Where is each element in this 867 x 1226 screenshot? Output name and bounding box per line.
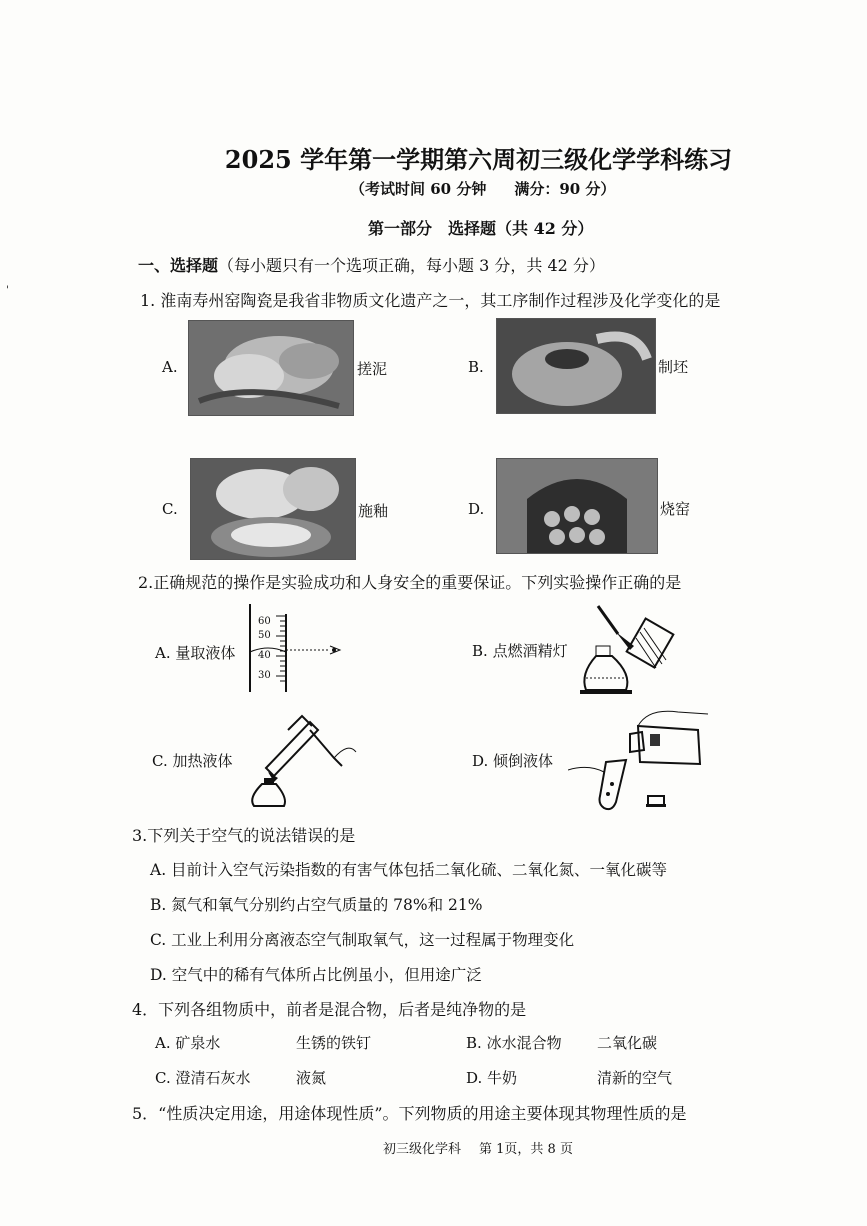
q2-option-a-label: 量取液体 bbox=[175, 644, 236, 662]
tick-30: 30 bbox=[258, 670, 271, 681]
q3-option-b[interactable]: B. 氮气和氧气分别约占空气质量的 78%和 21% bbox=[150, 896, 483, 914]
q3-option-a[interactable]: A. 目前计入空气污染指数的有害气体包括二氧化硫、二氧化氮、一氧化碳等 bbox=[150, 861, 668, 879]
exam-time: （考试时间 60 分钟 bbox=[350, 180, 487, 198]
tick-60: 60 bbox=[258, 616, 271, 627]
tick-40: 40 bbox=[258, 650, 271, 661]
q2-stem: 2.正确规范的操作是实验成功和人身安全的重要保证。下列实验操作正确的是 bbox=[138, 573, 682, 592]
section-title: 一、选择题 bbox=[138, 256, 219, 275]
q1-photo-kiln-firing bbox=[496, 458, 658, 554]
alcohol-lamp-illustration bbox=[578, 604, 678, 704]
q4-option-b-second: 二氧化碳 bbox=[597, 1034, 658, 1052]
pouring-liquid-illustration bbox=[568, 704, 718, 818]
tick-50: 50 bbox=[258, 630, 271, 641]
part-heading: 第一部分 选择题（共 42 分） bbox=[368, 219, 594, 238]
q1-option-d-letter[interactable]: D. bbox=[468, 500, 485, 518]
q1-option-b-label: 制坯 bbox=[658, 358, 689, 376]
q4-option-b[interactable] bbox=[466, 1032, 562, 1053]
q3-option-c[interactable]: C. 工业上利用分离液态空气制取氧气，这一过程属于物理变化 bbox=[150, 931, 575, 949]
q2-option-d[interactable] bbox=[472, 750, 553, 771]
q4-option-d-second: 清新的空气 bbox=[597, 1069, 673, 1087]
q5-stem: 5．“性质决定用途，用途体现性质”。下列物质的用途主要体现其物理性质的是 bbox=[132, 1104, 687, 1123]
q4-option-d[interactable] bbox=[466, 1067, 517, 1088]
q4-option-a-first: 矿泉水 bbox=[175, 1034, 221, 1052]
section-note: （每小题只有一个选项正确，每小题 3 分，共 42 分） bbox=[218, 256, 605, 275]
page-footer bbox=[383, 1138, 573, 1157]
q3-option-d[interactable]: D. 空气中的稀有气体所占比例虽小，但用途广泛 bbox=[150, 966, 482, 984]
q1-stem: 1. 淮南寿州窑陶瓷是我省非物质文化遗产之一，其工序制作过程涉及化学变化的是 bbox=[140, 291, 721, 310]
q2-option-a[interactable] bbox=[155, 642, 235, 663]
q2-option-b[interactable] bbox=[472, 640, 568, 661]
q4-option-a-second: 生锈的铁钉 bbox=[296, 1034, 372, 1052]
q1-photo-kneading-clay bbox=[188, 320, 354, 416]
q1-photo-shaping-clay bbox=[496, 318, 656, 414]
exam-score: 满分：90 分） bbox=[514, 180, 616, 198]
q4-option-b-letter: B. bbox=[466, 1034, 482, 1052]
q4-option-d-first: 牛奶 bbox=[487, 1069, 518, 1087]
q4-option-c-second: 液氮 bbox=[296, 1069, 327, 1087]
q2-option-a-letter: A. bbox=[155, 644, 171, 662]
q1-option-a-label: 搓泥 bbox=[357, 360, 388, 378]
q2-option-b-letter: B. bbox=[472, 642, 488, 660]
q2-option-d-label: 倾倒液体 bbox=[493, 752, 554, 770]
q1-photo-glazing bbox=[190, 458, 356, 560]
exam-info bbox=[350, 178, 615, 199]
footer-subject: 初三级化学科 bbox=[383, 1142, 462, 1157]
footer-page-number: 第 1页，共 8 页 bbox=[479, 1142, 573, 1157]
graduated-cylinder-illustration bbox=[238, 604, 358, 698]
q4-option-d-letter: D. bbox=[466, 1069, 483, 1087]
q4-option-c-letter: C. bbox=[155, 1069, 171, 1087]
q2-option-c-label: 加热液体 bbox=[172, 752, 233, 770]
heating-liquid-illustration bbox=[248, 712, 360, 812]
q1-option-a-letter[interactable]: A. bbox=[162, 358, 178, 376]
section-heading bbox=[138, 253, 605, 276]
q1-option-d-label: 烧窑 bbox=[660, 500, 691, 518]
q3-stem: 3.下列关于空气的说法错误的是 bbox=[132, 826, 356, 845]
q2-option-c[interactable] bbox=[152, 750, 233, 771]
q4-option-a-letter: A. bbox=[155, 1034, 171, 1052]
q4-stem: 4．下列各组物质中，前者是混合物，后者是纯净物的是 bbox=[132, 1000, 527, 1019]
q2-option-c-letter: C. bbox=[152, 752, 168, 770]
q4-option-c[interactable] bbox=[155, 1067, 251, 1088]
q2-option-b-label: 点燃酒精灯 bbox=[492, 642, 568, 660]
q1-option-c-letter[interactable]: C. bbox=[162, 500, 178, 518]
q4-option-b-first: 冰水混合物 bbox=[486, 1034, 562, 1052]
q1-option-b-letter[interactable]: B. bbox=[468, 358, 484, 376]
q2-option-d-letter: D. bbox=[472, 752, 489, 770]
q4-option-a[interactable] bbox=[155, 1032, 220, 1053]
q4-option-c-first: 澄清石灰水 bbox=[175, 1069, 251, 1087]
cylinder-tick-labels bbox=[258, 612, 271, 686]
page-title: 2025 学年第一学期第六周初三级化学学科练习 bbox=[224, 145, 733, 174]
q1-option-c-label: 施釉 bbox=[358, 502, 389, 520]
stray-mark: ' bbox=[6, 285, 9, 296]
